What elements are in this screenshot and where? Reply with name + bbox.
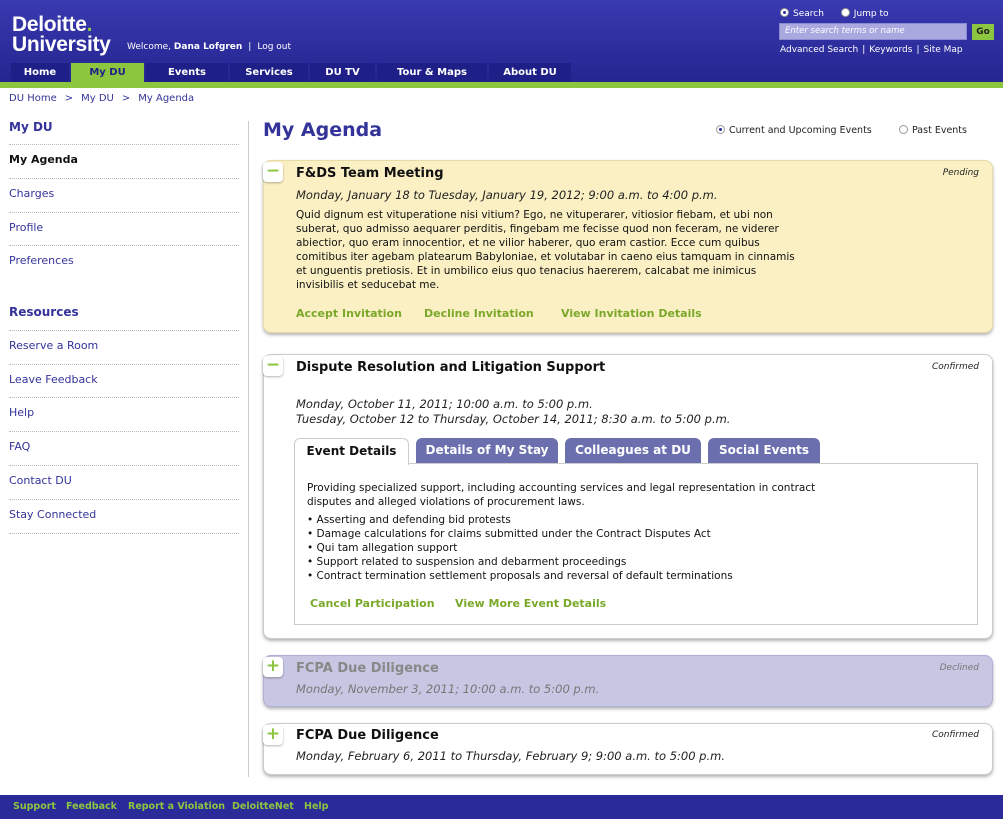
keywords-link[interactable]: Keywords bbox=[869, 45, 913, 55]
utility-links: Advanced Search | Keywords | Site Map bbox=[780, 45, 963, 55]
radio-selected-icon bbox=[716, 125, 725, 134]
nav-events[interactable]: Events bbox=[146, 63, 228, 82]
sidebar-heading-my-du: My DU bbox=[9, 120, 53, 134]
collapse-icon[interactable]: − bbox=[263, 162, 283, 182]
status-badge: Declined bbox=[939, 663, 979, 673]
sidebar-item-help[interactable]: Help bbox=[9, 397, 239, 430]
nav-my-du[interactable]: My DU bbox=[71, 63, 144, 82]
filter-past-radio[interactable]: Past Events bbox=[899, 125, 967, 136]
view-invitation-details-link[interactable]: View Invitation Details bbox=[561, 307, 702, 320]
event-date: Tuesday, October 12 to Thursday, October 14, 2011; 8:30 a.m. to 5:00 p.m. bbox=[296, 412, 731, 426]
footer-deloittenet-link[interactable]: DeloitteNet bbox=[232, 801, 294, 812]
jump-to-radio[interactable]: Jump to bbox=[841, 9, 889, 19]
sidebar-item-charges[interactable]: Charges bbox=[9, 178, 239, 211]
footer-help-link[interactable]: Help bbox=[304, 801, 329, 812]
footer-feedback-link[interactable]: Feedback bbox=[66, 801, 117, 812]
list-item: • Asserting and defending bid protests bbox=[307, 514, 511, 526]
header-accent-line bbox=[0, 82, 1003, 88]
sidebar-item-faq[interactable]: FAQ bbox=[9, 431, 239, 464]
expand-icon[interactable]: + bbox=[263, 725, 283, 745]
search-mode-radios bbox=[780, 8, 889, 19]
accept-invitation-link[interactable]: Accept Invitation bbox=[296, 307, 402, 320]
sidebar-item-preferences[interactable]: Preferences bbox=[9, 245, 239, 278]
nav-home[interactable]: Home bbox=[11, 63, 69, 82]
search-input[interactable]: Enter search terms or name bbox=[779, 23, 967, 40]
sidebar-heading-resources: Resources bbox=[9, 305, 79, 319]
list-item: • Damage calculations for claims submitted under the Contract Disputes Act bbox=[307, 528, 711, 540]
breadcrumb-du-home[interactable]: DU Home bbox=[9, 93, 57, 104]
expand-icon[interactable]: + bbox=[263, 657, 283, 677]
event-date: Monday, January 18 to Tuesday, January 19, 2012; 9:00 a.m. to 4:00 p.m. bbox=[296, 188, 718, 202]
tab-social-events[interactable]: Social Events bbox=[708, 438, 820, 463]
tab-colleagues-at-du[interactable]: Colleagues at DU bbox=[565, 438, 701, 463]
tab-event-details[interactable]: Event Details bbox=[294, 438, 409, 465]
view-more-event-details-link[interactable]: View More Event Details bbox=[455, 597, 607, 610]
sidebar-item-reserve-room[interactable]: Reserve a Room bbox=[9, 330, 239, 363]
breadcrumb: DU Home > My DU > My Agenda bbox=[9, 93, 195, 104]
site-map-link[interactable]: Site Map bbox=[923, 45, 963, 55]
radio-empty-icon bbox=[841, 8, 850, 17]
list-item: • Contract termination settlement proposals and reversal of default terminations bbox=[307, 570, 733, 582]
footer-support-link[interactable]: Support bbox=[13, 801, 56, 812]
collapse-icon[interactable]: − bbox=[263, 356, 283, 376]
search-radio[interactable]: Search bbox=[780, 9, 824, 19]
list-item: • Support related to suspension and debarment proceedings bbox=[307, 556, 627, 568]
go-button[interactable]: Go bbox=[972, 24, 994, 40]
status-badge: Confirmed bbox=[931, 362, 979, 372]
radio-empty-icon bbox=[899, 125, 908, 134]
sidebar-item-leave-feedback[interactable]: Leave Feedback bbox=[9, 364, 239, 397]
logo-university[interactable]: University bbox=[12, 33, 111, 56]
sidebar-item-stay-connected[interactable]: Stay Connected bbox=[9, 499, 239, 532]
nav-tour-maps[interactable]: Tour & Maps bbox=[377, 63, 487, 82]
status-badge: Pending bbox=[942, 168, 979, 178]
agenda-filter bbox=[716, 125, 967, 136]
event-title[interactable]: FCPA Due Diligence bbox=[296, 728, 439, 743]
event-date: Monday, February 6, 2011 to Thursday, February 9; 9:00 a.m. to 5:00 p.m. bbox=[296, 749, 725, 763]
sidebar-item-contact-du[interactable]: Contact DU bbox=[9, 465, 239, 498]
radio-selected-icon bbox=[780, 8, 789, 17]
cancel-participation-link[interactable]: Cancel Participation bbox=[310, 597, 435, 610]
sidebar-item-profile[interactable]: Profile bbox=[9, 212, 239, 245]
event-title[interactable]: Dispute Resolution and Litigation Support bbox=[296, 360, 606, 375]
column-divider bbox=[248, 121, 249, 777]
event-date: Monday, October 11, 2011; 10:00 a.m. to 5:00 p.m. bbox=[296, 397, 593, 411]
footer-report-violation-link[interactable]: Report a Violation bbox=[128, 801, 226, 812]
event-date: Monday, November 3, 2011; 10:00 a.m. to 5:00 p.m. bbox=[296, 682, 600, 696]
logo-deloitte[interactable]: Deloitte. bbox=[12, 13, 93, 36]
event-title[interactable]: FCPA Due Diligence bbox=[296, 661, 439, 676]
page-title: My Agenda bbox=[263, 119, 383, 141]
logout-link[interactable]: Log out bbox=[257, 42, 292, 52]
decline-invitation-link[interactable]: Decline Invitation bbox=[424, 307, 534, 320]
breadcrumb-my-du[interactable]: My DU bbox=[81, 93, 114, 104]
nav-about-du[interactable]: About DU bbox=[489, 63, 571, 82]
event-title[interactable]: F&DS Team Meeting bbox=[296, 166, 444, 181]
nav-du-tv[interactable]: DU TV bbox=[310, 63, 375, 82]
breadcrumb-my-agenda: My Agenda bbox=[138, 93, 195, 104]
tab-details-of-my-stay[interactable]: Details of My Stay bbox=[416, 438, 558, 463]
user-name: Dana Lofgren bbox=[173, 42, 243, 52]
event-description: Providing specialized support, including accounting services and legal representation in contract disputes and alleged violations of procurement laws. bbox=[307, 482, 816, 508]
event-description: Quid dignum est vituperatione nisi vitium? Ego, ne vituperarer, vitiosior fiebam, et ubi non suberat, quo admisso aequarer perditis, fingebam me fecisse quod non feceram, ne viderer abiectior, quo eram innocentior, et ne vilior haberer, quo eram castior. Ecce cum quibus comitibus iter agebam platearum Babyloniae, et volutabar in caeno eius tamquam in cinnamis et unguentis pretiosis. Et in umbilico eius quo tenacius haererem, calcabat me inimicus invisibilis et seducebat me. bbox=[296, 209, 795, 291]
advanced-search-link[interactable]: Advanced Search bbox=[780, 45, 859, 55]
filter-current-radio[interactable]: Current and Upcoming Events bbox=[716, 125, 872, 136]
sidebar-divider bbox=[9, 533, 239, 534]
sidebar-item-my-agenda[interactable]: My Agenda bbox=[9, 144, 239, 177]
nav-services[interactable]: Services bbox=[230, 63, 308, 82]
welcome-message: Welcome, Dana Lofgren | Log out bbox=[127, 42, 292, 52]
status-badge: Confirmed bbox=[931, 730, 979, 740]
list-item: • Qui tam allegation support bbox=[307, 542, 458, 554]
